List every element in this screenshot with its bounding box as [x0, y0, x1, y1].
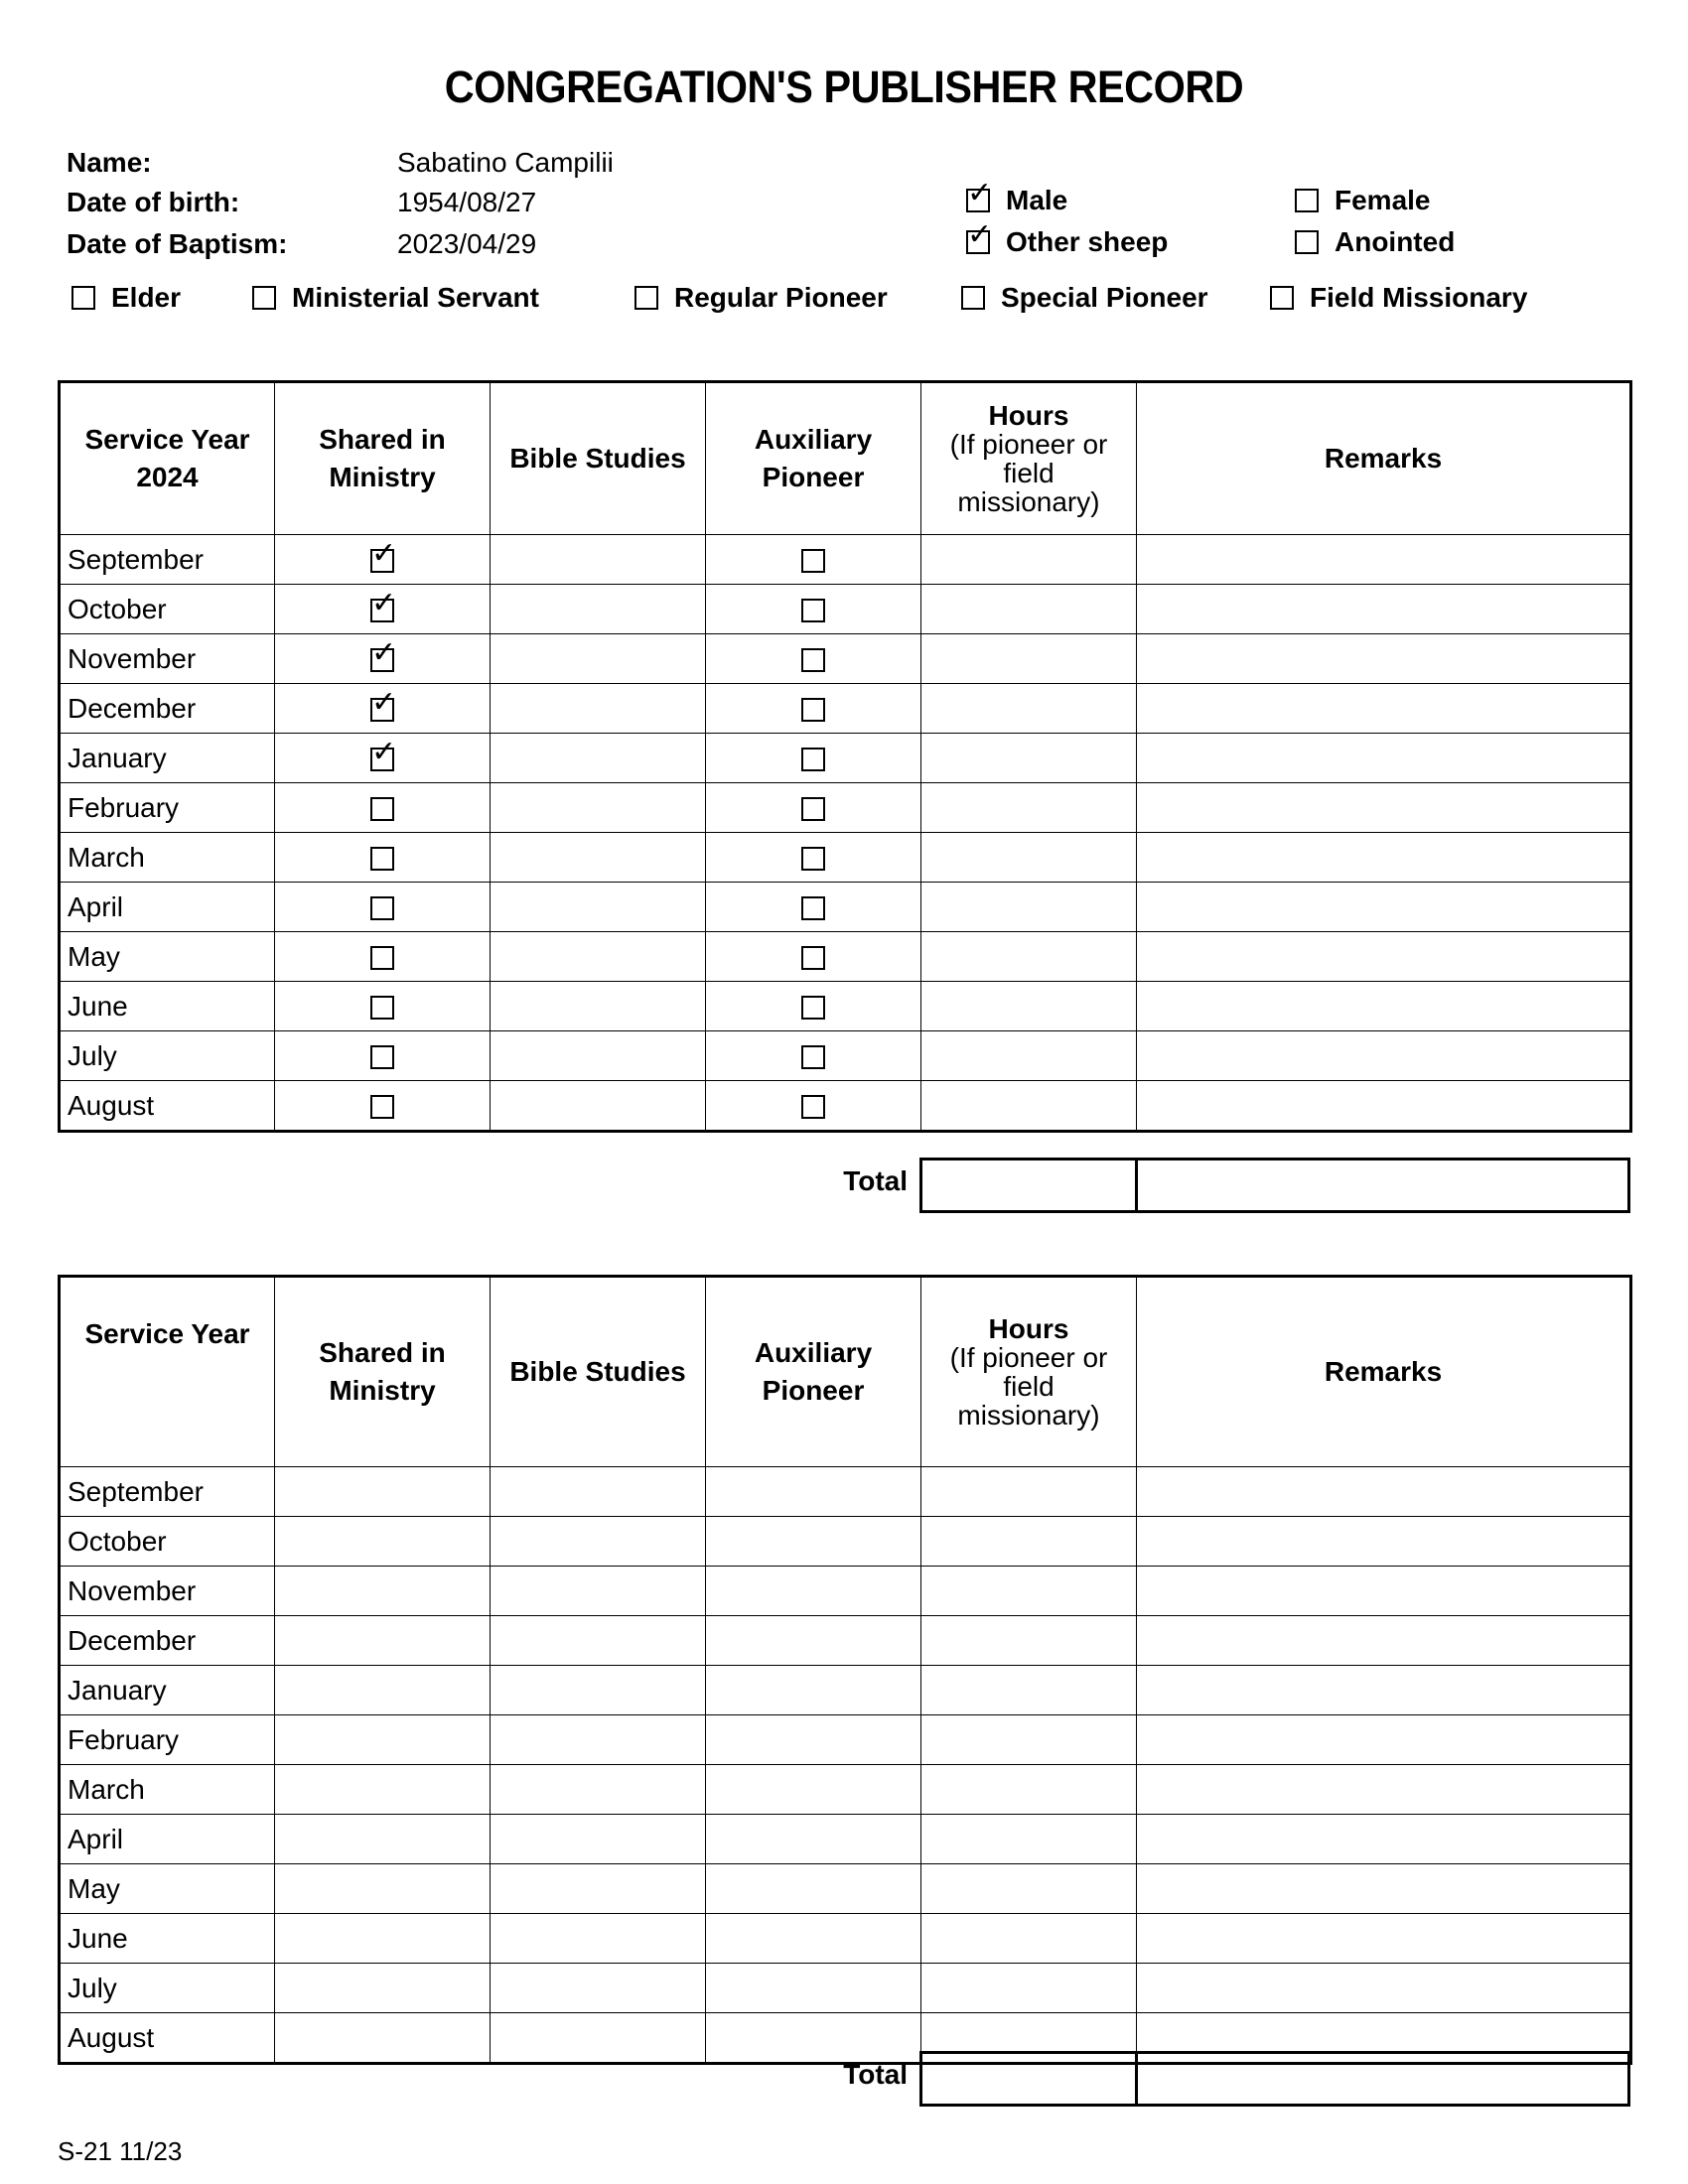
bible-studies-cell[interactable]: [491, 833, 706, 883]
table-row: [60, 734, 1631, 783]
hours-cell[interactable]: [921, 833, 1137, 883]
bible-studies-cell[interactable]: [491, 684, 706, 734]
month-cell: September: [60, 535, 275, 585]
total-row-2: [843, 2051, 1630, 2107]
auxiliary-pioneer-cell[interactable]: [706, 585, 921, 634]
anointed-checkbox[interactable]: [1295, 230, 1319, 254]
record-table-1: [58, 380, 1632, 1133]
auxiliary-pioneer-cell[interactable]: [706, 1081, 921, 1132]
auxiliary-pioneer-checkbox[interactable]: [801, 698, 825, 722]
table-row: [60, 982, 1631, 1031]
hours-cell[interactable]: [921, 585, 1137, 634]
hours-cell[interactable]: [921, 1914, 1137, 1964]
service-year-label: Service Year: [84, 1318, 250, 1349]
bible-studies-cell[interactable]: [491, 1081, 706, 1132]
elder-checkbox[interactable]: [71, 286, 95, 310]
table-row: [60, 1517, 1631, 1567]
shared-checkbox[interactable]: [370, 586, 397, 622]
remarks-cell[interactable]: [1137, 1467, 1631, 1517]
elder-label: Elder: [111, 282, 182, 313]
month-cell: November: [60, 1567, 275, 1616]
shared-cell[interactable]: [275, 1914, 491, 1964]
auxiliary-pioneer-cell[interactable]: [706, 1914, 921, 1964]
bible-studies-cell[interactable]: [491, 1864, 706, 1914]
remarks-header: Remarks: [1137, 382, 1631, 535]
shared-checkbox[interactable]: [370, 797, 394, 821]
table-row: [60, 1765, 1631, 1815]
month-cell: May: [60, 932, 275, 982]
female-checkbox[interactable]: [1295, 189, 1319, 212]
remarks-cell[interactable]: [1137, 585, 1631, 634]
bible-studies-cell[interactable]: [491, 783, 706, 833]
option-female[interactable]: [1295, 185, 1431, 216]
remarks-cell[interactable]: [1137, 1666, 1631, 1715]
auxiliary-pioneer-cell[interactable]: [706, 1715, 921, 1765]
checkmark-icon: ✓: [967, 217, 993, 252]
checkmark-icon: ✓: [371, 685, 397, 721]
bible-studies-cell[interactable]: [491, 1467, 706, 1517]
month-cell: May: [60, 1864, 275, 1914]
bible-studies-cell[interactable]: [491, 982, 706, 1031]
auxiliary-pioneer-checkbox[interactable]: [801, 896, 825, 920]
remarks-cell[interactable]: [1137, 783, 1631, 833]
remarks-cell[interactable]: [1137, 535, 1631, 585]
shared-cell[interactable]: [275, 634, 491, 684]
hours-cell[interactable]: [921, 982, 1137, 1031]
shared-cell[interactable]: [275, 585, 491, 634]
shared-cell[interactable]: [275, 932, 491, 982]
table-row: [60, 1467, 1631, 1517]
hours-cell[interactable]: [921, 1666, 1137, 1715]
hours-cell[interactable]: [921, 734, 1137, 783]
auxiliary-pioneer-cell[interactable]: [706, 883, 921, 932]
table-row: [60, 1914, 1631, 1964]
option-elder[interactable]: [71, 282, 181, 314]
auxiliary-pioneer-checkbox[interactable]: [801, 797, 825, 821]
table-row: [60, 783, 1631, 833]
remarks-cell[interactable]: [1137, 883, 1631, 932]
shared-checkbox[interactable]: [370, 896, 394, 920]
remarks-cell[interactable]: [1137, 1616, 1631, 1666]
hours-cell[interactable]: [921, 634, 1137, 684]
shared-cell[interactable]: [275, 684, 491, 734]
auxiliary-pioneer-cell[interactable]: [706, 932, 921, 982]
month-cell: July: [60, 1031, 275, 1081]
hours-sublabel: (If pioneer or field missionary): [949, 429, 1108, 517]
option-field-missionary[interactable]: [1270, 282, 1527, 314]
remarks-cell[interactable]: [1137, 1031, 1631, 1081]
bible-studies-header: Bible Studies: [491, 1277, 706, 1467]
bible-studies-cell[interactable]: [491, 1616, 706, 1666]
male-label: Male: [1006, 185, 1068, 215]
total-row-1: [843, 1158, 1630, 1213]
other-sheep-label: Other sheep: [1006, 226, 1169, 257]
shared-cell[interactable]: [275, 1815, 491, 1864]
special-pioneer-label: Special Pioneer: [1001, 282, 1208, 313]
shared-checkbox[interactable]: [370, 1045, 394, 1069]
auxiliary-pioneer-checkbox[interactable]: [801, 1095, 825, 1119]
shared-cell[interactable]: [275, 1616, 491, 1666]
auxiliary-pioneer-cell[interactable]: [706, 1031, 921, 1081]
auxiliary-pioneer-cell[interactable]: [706, 1964, 921, 2013]
month-cell: October: [60, 585, 275, 634]
remarks-cell[interactable]: [1137, 1567, 1631, 1616]
month-cell: October: [60, 1517, 275, 1567]
option-anointed[interactable]: [1295, 226, 1455, 258]
option-regular-pioneer[interactable]: [634, 282, 888, 314]
hours-cell[interactable]: [921, 1864, 1137, 1914]
auxiliary-pioneer-checkbox[interactable]: [801, 648, 825, 672]
shared-checkbox[interactable]: [370, 685, 397, 722]
auxiliary-pioneer-checkbox[interactable]: [801, 748, 825, 771]
table-row: [60, 684, 1631, 734]
auxiliary-pioneer-cell[interactable]: [706, 783, 921, 833]
service-year-header: [60, 1277, 275, 1467]
bible-studies-header: Bible Studies: [491, 382, 706, 535]
regular-pioneer-label: Regular Pioneer: [674, 282, 888, 313]
auxiliary-pioneer-checkbox[interactable]: [801, 1045, 825, 1069]
month-cell: September: [60, 1467, 275, 1517]
bible-studies-cell[interactable]: [491, 1567, 706, 1616]
shared-cell[interactable]: [275, 1467, 491, 1517]
hours-cell[interactable]: [921, 1081, 1137, 1132]
hours-cell[interactable]: [921, 1567, 1137, 1616]
month-cell: December: [60, 684, 275, 734]
form-code: S-21 11/23: [58, 2136, 183, 2166]
male-checkbox[interactable]: [966, 176, 993, 212]
month-cell: November: [60, 634, 275, 684]
shared-checkbox[interactable]: [370, 1095, 394, 1119]
option-male[interactable]: [966, 176, 1068, 216]
checkmark-icon: ✓: [967, 176, 993, 210]
auxiliary-pioneer-cell[interactable]: [706, 1666, 921, 1715]
total-remarks-cell[interactable]: [1138, 2051, 1630, 2107]
remarks-cell[interactable]: [1137, 1964, 1631, 2013]
name-value[interactable]: Sabatino Campilii: [397, 147, 614, 178]
remarks-cell[interactable]: [1137, 1715, 1631, 1765]
bible-studies-cell[interactable]: [491, 535, 706, 585]
total-hours-cell[interactable]: [919, 2051, 1138, 2107]
shared-cell[interactable]: [275, 2013, 491, 2064]
month-cell: January: [60, 734, 275, 783]
month-cell: February: [60, 783, 275, 833]
table-row: [60, 1081, 1631, 1132]
bible-studies-cell[interactable]: [491, 2013, 706, 2064]
dob-label: Date of birth:: [67, 187, 240, 217]
hours-cell[interactable]: [921, 1964, 1137, 2013]
shared-cell[interactable]: [275, 1081, 491, 1132]
regular-pioneer-checkbox[interactable]: [634, 286, 658, 310]
shared-checkbox[interactable]: [370, 946, 394, 970]
hours-cell[interactable]: [921, 1517, 1137, 1567]
ministerial-servant-label: Ministerial Servant: [292, 282, 539, 313]
total-hours-cell[interactable]: [919, 1158, 1138, 1213]
table-row: [60, 1815, 1631, 1864]
service-year-header: [60, 382, 275, 535]
checkmark-icon: ✓: [371, 735, 397, 770]
auxiliary-pioneer-checkbox[interactable]: [801, 946, 825, 970]
baptism-value[interactable]: 2023/04/29: [397, 228, 537, 259]
remarks-cell[interactable]: [1137, 1864, 1631, 1914]
baptism-label: Date of Baptism:: [67, 228, 288, 259]
hours-cell[interactable]: [921, 1031, 1137, 1081]
auxiliary-pioneer-cell[interactable]: [706, 1815, 921, 1864]
shared-cell[interactable]: [275, 883, 491, 932]
bible-studies-cell[interactable]: [491, 1765, 706, 1815]
month-cell: June: [60, 982, 275, 1031]
bible-studies-cell[interactable]: [491, 883, 706, 932]
auxiliary-pioneer-cell[interactable]: [706, 2013, 921, 2064]
checkmark-icon: ✓: [371, 536, 397, 572]
month-cell: August: [60, 1081, 275, 1132]
table-row: [60, 634, 1631, 684]
hours-cell[interactable]: [921, 1616, 1137, 1666]
auxiliary-pioneer-cell[interactable]: [706, 1864, 921, 1914]
auxiliary-pioneer-header: Auxiliary Pioneer: [706, 382, 921, 535]
anointed-label: Anointed: [1335, 226, 1456, 257]
option-other-sheep[interactable]: [966, 217, 1169, 258]
auxiliary-pioneer-cell[interactable]: [706, 1567, 921, 1616]
table-row: [60, 1567, 1631, 1616]
option-special-pioneer[interactable]: [961, 282, 1208, 314]
bible-studies-cell[interactable]: [491, 585, 706, 634]
hours-label: Hours: [988, 400, 1069, 431]
auxiliary-pioneer-cell[interactable]: [706, 982, 921, 1031]
auxiliary-pioneer-cell[interactable]: [706, 634, 921, 684]
checkmark-icon: ✓: [371, 586, 397, 621]
bible-studies-cell[interactable]: [491, 932, 706, 982]
remarks-cell[interactable]: [1137, 684, 1631, 734]
page-title: CONGREGATION'S PUBLISHER RECORD: [444, 62, 1244, 112]
month-cell: August: [60, 2013, 275, 2064]
month-cell: January: [60, 1666, 275, 1715]
shared-checkbox[interactable]: [370, 635, 397, 672]
ministerial-servant-checkbox[interactable]: [252, 286, 276, 310]
record-table-2: [58, 1275, 1632, 2065]
auxiliary-pioneer-checkbox[interactable]: [801, 996, 825, 1020]
option-ministerial-servant[interactable]: [252, 282, 539, 314]
auxiliary-pioneer-cell[interactable]: [706, 1467, 921, 1517]
auxiliary-pioneer-cell[interactable]: [706, 1517, 921, 1567]
checkmark-icon: ✓: [371, 635, 397, 671]
shared-cell[interactable]: [275, 833, 491, 883]
bible-studies-cell[interactable]: [491, 1666, 706, 1715]
shared-cell[interactable]: [275, 982, 491, 1031]
bible-studies-cell[interactable]: [491, 1517, 706, 1567]
special-pioneer-checkbox[interactable]: [961, 286, 985, 310]
hours-cell[interactable]: [921, 535, 1137, 585]
remarks-cell[interactable]: [1137, 982, 1631, 1031]
bible-studies-cell[interactable]: [491, 634, 706, 684]
table-row: [60, 1666, 1631, 1715]
remarks-cell[interactable]: [1137, 1914, 1631, 1964]
shared-checkbox[interactable]: [370, 996, 394, 1020]
month-cell: March: [60, 833, 275, 883]
hours-cell[interactable]: [921, 932, 1137, 982]
hours-cell[interactable]: [921, 684, 1137, 734]
auxiliary-pioneer-cell[interactable]: [706, 684, 921, 734]
table-row: [60, 585, 1631, 634]
month-cell: February: [60, 1715, 275, 1765]
remarks-cell[interactable]: [1137, 833, 1631, 883]
field-missionary-label: Field Missionary: [1310, 282, 1528, 313]
table-row: [60, 1616, 1631, 1666]
shared-cell[interactable]: [275, 1517, 491, 1567]
shared-cell[interactable]: [275, 1964, 491, 2013]
table-row: [60, 883, 1631, 932]
shared-cell[interactable]: [275, 1715, 491, 1765]
field-missionary-checkbox[interactable]: [1270, 286, 1294, 310]
auxiliary-pioneer-cell[interactable]: [706, 1616, 921, 1666]
shared-cell[interactable]: [275, 1666, 491, 1715]
table-row: [60, 932, 1631, 982]
hours-header: [921, 382, 1137, 535]
month-cell: April: [60, 1815, 275, 1864]
month-cell: June: [60, 1914, 275, 1964]
bible-studies-cell[interactable]: [491, 1031, 706, 1081]
shared-cell[interactable]: [275, 1567, 491, 1616]
hours-cell[interactable]: [921, 783, 1137, 833]
auxiliary-pioneer-checkbox[interactable]: [801, 599, 825, 622]
hours-cell[interactable]: [921, 1765, 1137, 1815]
shared-cell[interactable]: [275, 1765, 491, 1815]
table-row: [60, 1964, 1631, 2013]
hours-cell[interactable]: [921, 1715, 1137, 1765]
remarks-cell[interactable]: [1137, 634, 1631, 684]
month-cell: December: [60, 1616, 275, 1666]
shared-cell[interactable]: [275, 783, 491, 833]
remarks-header: Remarks: [1137, 1277, 1631, 1467]
month-cell: April: [60, 883, 275, 932]
shared-cell[interactable]: [275, 734, 491, 783]
shared-cell[interactable]: [275, 535, 491, 585]
auxiliary-pioneer-checkbox[interactable]: [801, 549, 825, 573]
table-row: [60, 833, 1631, 883]
auxiliary-pioneer-cell[interactable]: [706, 734, 921, 783]
name-label: Name:: [67, 147, 152, 178]
table-row: [60, 1864, 1631, 1914]
bible-studies-cell[interactable]: [491, 734, 706, 783]
hours-label: Hours: [988, 1313, 1069, 1344]
shared-header: Shared in Ministry: [275, 382, 491, 535]
shared-cell[interactable]: [275, 1864, 491, 1914]
bible-studies-cell[interactable]: [491, 1715, 706, 1765]
hours-sublabel: (If pioneer or field missionary): [949, 1342, 1108, 1431]
other-sheep-checkbox[interactable]: [966, 217, 993, 254]
remarks-cell[interactable]: [1137, 932, 1631, 982]
shared-cell[interactable]: [275, 1031, 491, 1081]
remarks-cell[interactable]: [1137, 1815, 1631, 1864]
female-label: Female: [1335, 185, 1431, 215]
bible-studies-cell[interactable]: [491, 1914, 706, 1964]
remarks-cell[interactable]: [1137, 1765, 1631, 1815]
remarks-cell[interactable]: [1137, 734, 1631, 783]
hours-header: [921, 1277, 1137, 1467]
shared-header: Shared in Ministry: [275, 1277, 491, 1467]
bible-studies-cell[interactable]: [491, 1815, 706, 1864]
table-row: [60, 1031, 1631, 1081]
hours-cell[interactable]: [921, 883, 1137, 932]
auxiliary-pioneer-cell[interactable]: [706, 1765, 921, 1815]
auxiliary-pioneer-checkbox[interactable]: [801, 847, 825, 871]
total-label: Total: [843, 2059, 908, 2090]
remarks-cell[interactable]: [1137, 1081, 1631, 1132]
dob-value[interactable]: 1954/08/27: [397, 187, 537, 217]
table-row: [60, 1715, 1631, 1765]
month-cell: March: [60, 1765, 275, 1815]
total-remarks-cell[interactable]: [1138, 1158, 1630, 1213]
service-year-label: Service Year: [84, 424, 250, 455]
total-label: Total: [843, 1165, 908, 1196]
month-cell: July: [60, 1964, 275, 2013]
shared-checkbox[interactable]: [370, 735, 397, 771]
hours-cell[interactable]: [921, 1467, 1137, 1517]
shared-checkbox[interactable]: [370, 847, 394, 871]
bible-studies-cell[interactable]: [491, 1964, 706, 2013]
auxiliary-pioneer-cell[interactable]: [706, 535, 921, 585]
table-row: [60, 535, 1631, 585]
hours-cell[interactable]: [921, 1815, 1137, 1864]
remarks-cell[interactable]: [1137, 1517, 1631, 1567]
shared-checkbox[interactable]: [370, 536, 397, 573]
service-year-value[interactable]: 2024: [136, 462, 199, 492]
auxiliary-pioneer-cell[interactable]: [706, 833, 921, 883]
auxiliary-pioneer-header: Auxiliary Pioneer: [706, 1277, 921, 1467]
